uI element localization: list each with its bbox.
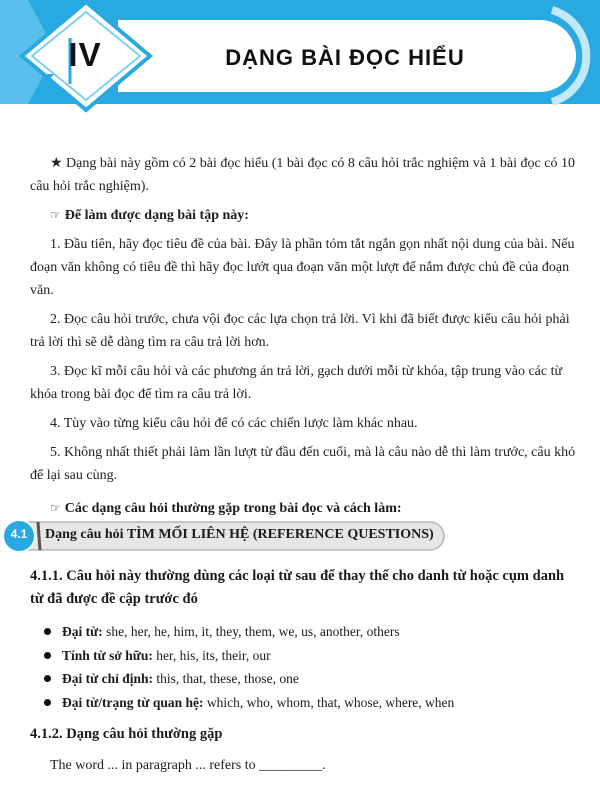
types-heading	[30, 497, 578, 520]
tip-item: 2. Đọc câu hỏi trước, chưa vội đọc các lựa chọn trả lời. Vì khi đã biết được kiểu câu hỏi phải trả lời thì sẽ dễ dàng tìm ra câu trả lời hơn.	[30, 312, 570, 350]
tips-heading	[30, 204, 578, 227]
sub-heading-4-1-2: 4.1.2. Dạng câu hỏi thường gặp	[30, 726, 223, 742]
pointing-hand-icon: ☞	[50, 208, 61, 222]
tip-item: 1. Đầu tiên, hãy đọc tiêu đề của bài. Đây là phần tóm tắt ngắn gọn nhất nội dung của bài. Nếu đoạn văn không có tiêu đề thì hãy đọc lướt qua đoạn văn một lượt để nắm được chủ đề của đoạn văn.	[30, 237, 575, 298]
tips-heading-text: Để làm được dạng bài tập này:	[64, 208, 249, 223]
list-item	[44, 691, 578, 715]
list-item-text: her, his, its, their, our	[152, 647, 271, 663]
section-number: 4.1	[10, 527, 28, 541]
list-item	[44, 620, 578, 644]
tip-item: 3. Đọc kĩ mỗi câu hỏi và các phương án trả lời, gạch dưới mỗi từ khóa, tập trung vào các từ khóa trong bài đọc để tìm ra câu trả lời.	[30, 364, 563, 402]
chapter-title: DẠNG BÀI ĐỌC HIỂU	[225, 45, 465, 70]
intro-content	[30, 152, 578, 526]
section-content	[30, 565, 578, 777]
list-item-label: Đại từ/trạng từ quan hệ:	[62, 694, 204, 710]
tip-item: 5. Không nhất thiết phải làm lần lượt từ đầu đến cuối, mà là câu nào dễ thì làm trước, câu khó để lại sau cùng.	[30, 445, 576, 483]
tip-item: 4. Tùy vào từng kiểu câu hỏi để có các chiến lược làm khác nhau.	[50, 416, 418, 431]
section-title: Dạng câu hỏi TÌM MỐI LIÊN HỆ (REFERENCE QUESTIONS)	[45, 527, 434, 542]
list-item	[44, 644, 578, 668]
chapter-number: IV	[68, 36, 102, 73]
list-item-label: Đại từ:	[62, 624, 103, 639]
list-item-text: she, her, he, him, it, they, them, we, us, another, others	[102, 624, 400, 639]
chapter-header	[0, 0, 600, 118]
types-heading-text: Các dạng câu hỏi thường gặp trong bài đọc và cách làm:	[64, 501, 402, 516]
example-question: The word ... in paragraph ... refers to _________.	[50, 758, 326, 773]
pointing-hand-icon: ☞	[50, 501, 61, 515]
pronoun-list	[44, 620, 578, 714]
list-item-text: which, who, whom, that, whose, where, when	[203, 694, 455, 710]
list-item-label: Đại từ chỉ định:	[62, 671, 153, 686]
sub-heading-4-1-1: 4.1.1. Câu hỏi này thường dùng các loại từ sau để thay thế cho danh từ hoặc cụm danh từ đã được đề cập trước đó	[30, 568, 565, 607]
list-item	[44, 667, 578, 691]
intro-note: ★ Dạng bài này gồm có 2 bài đọc hiểu (1 bài đọc có 8 câu hỏi trắc nghiệm và 1 bài đọc có 10 câu hỏi trắc nghiệm).	[30, 156, 575, 194]
list-item-label: Tính từ sở hữu:	[62, 647, 153, 663]
list-item-text: this, that, these, those, one	[153, 671, 299, 686]
section-bar	[0, 519, 446, 553]
